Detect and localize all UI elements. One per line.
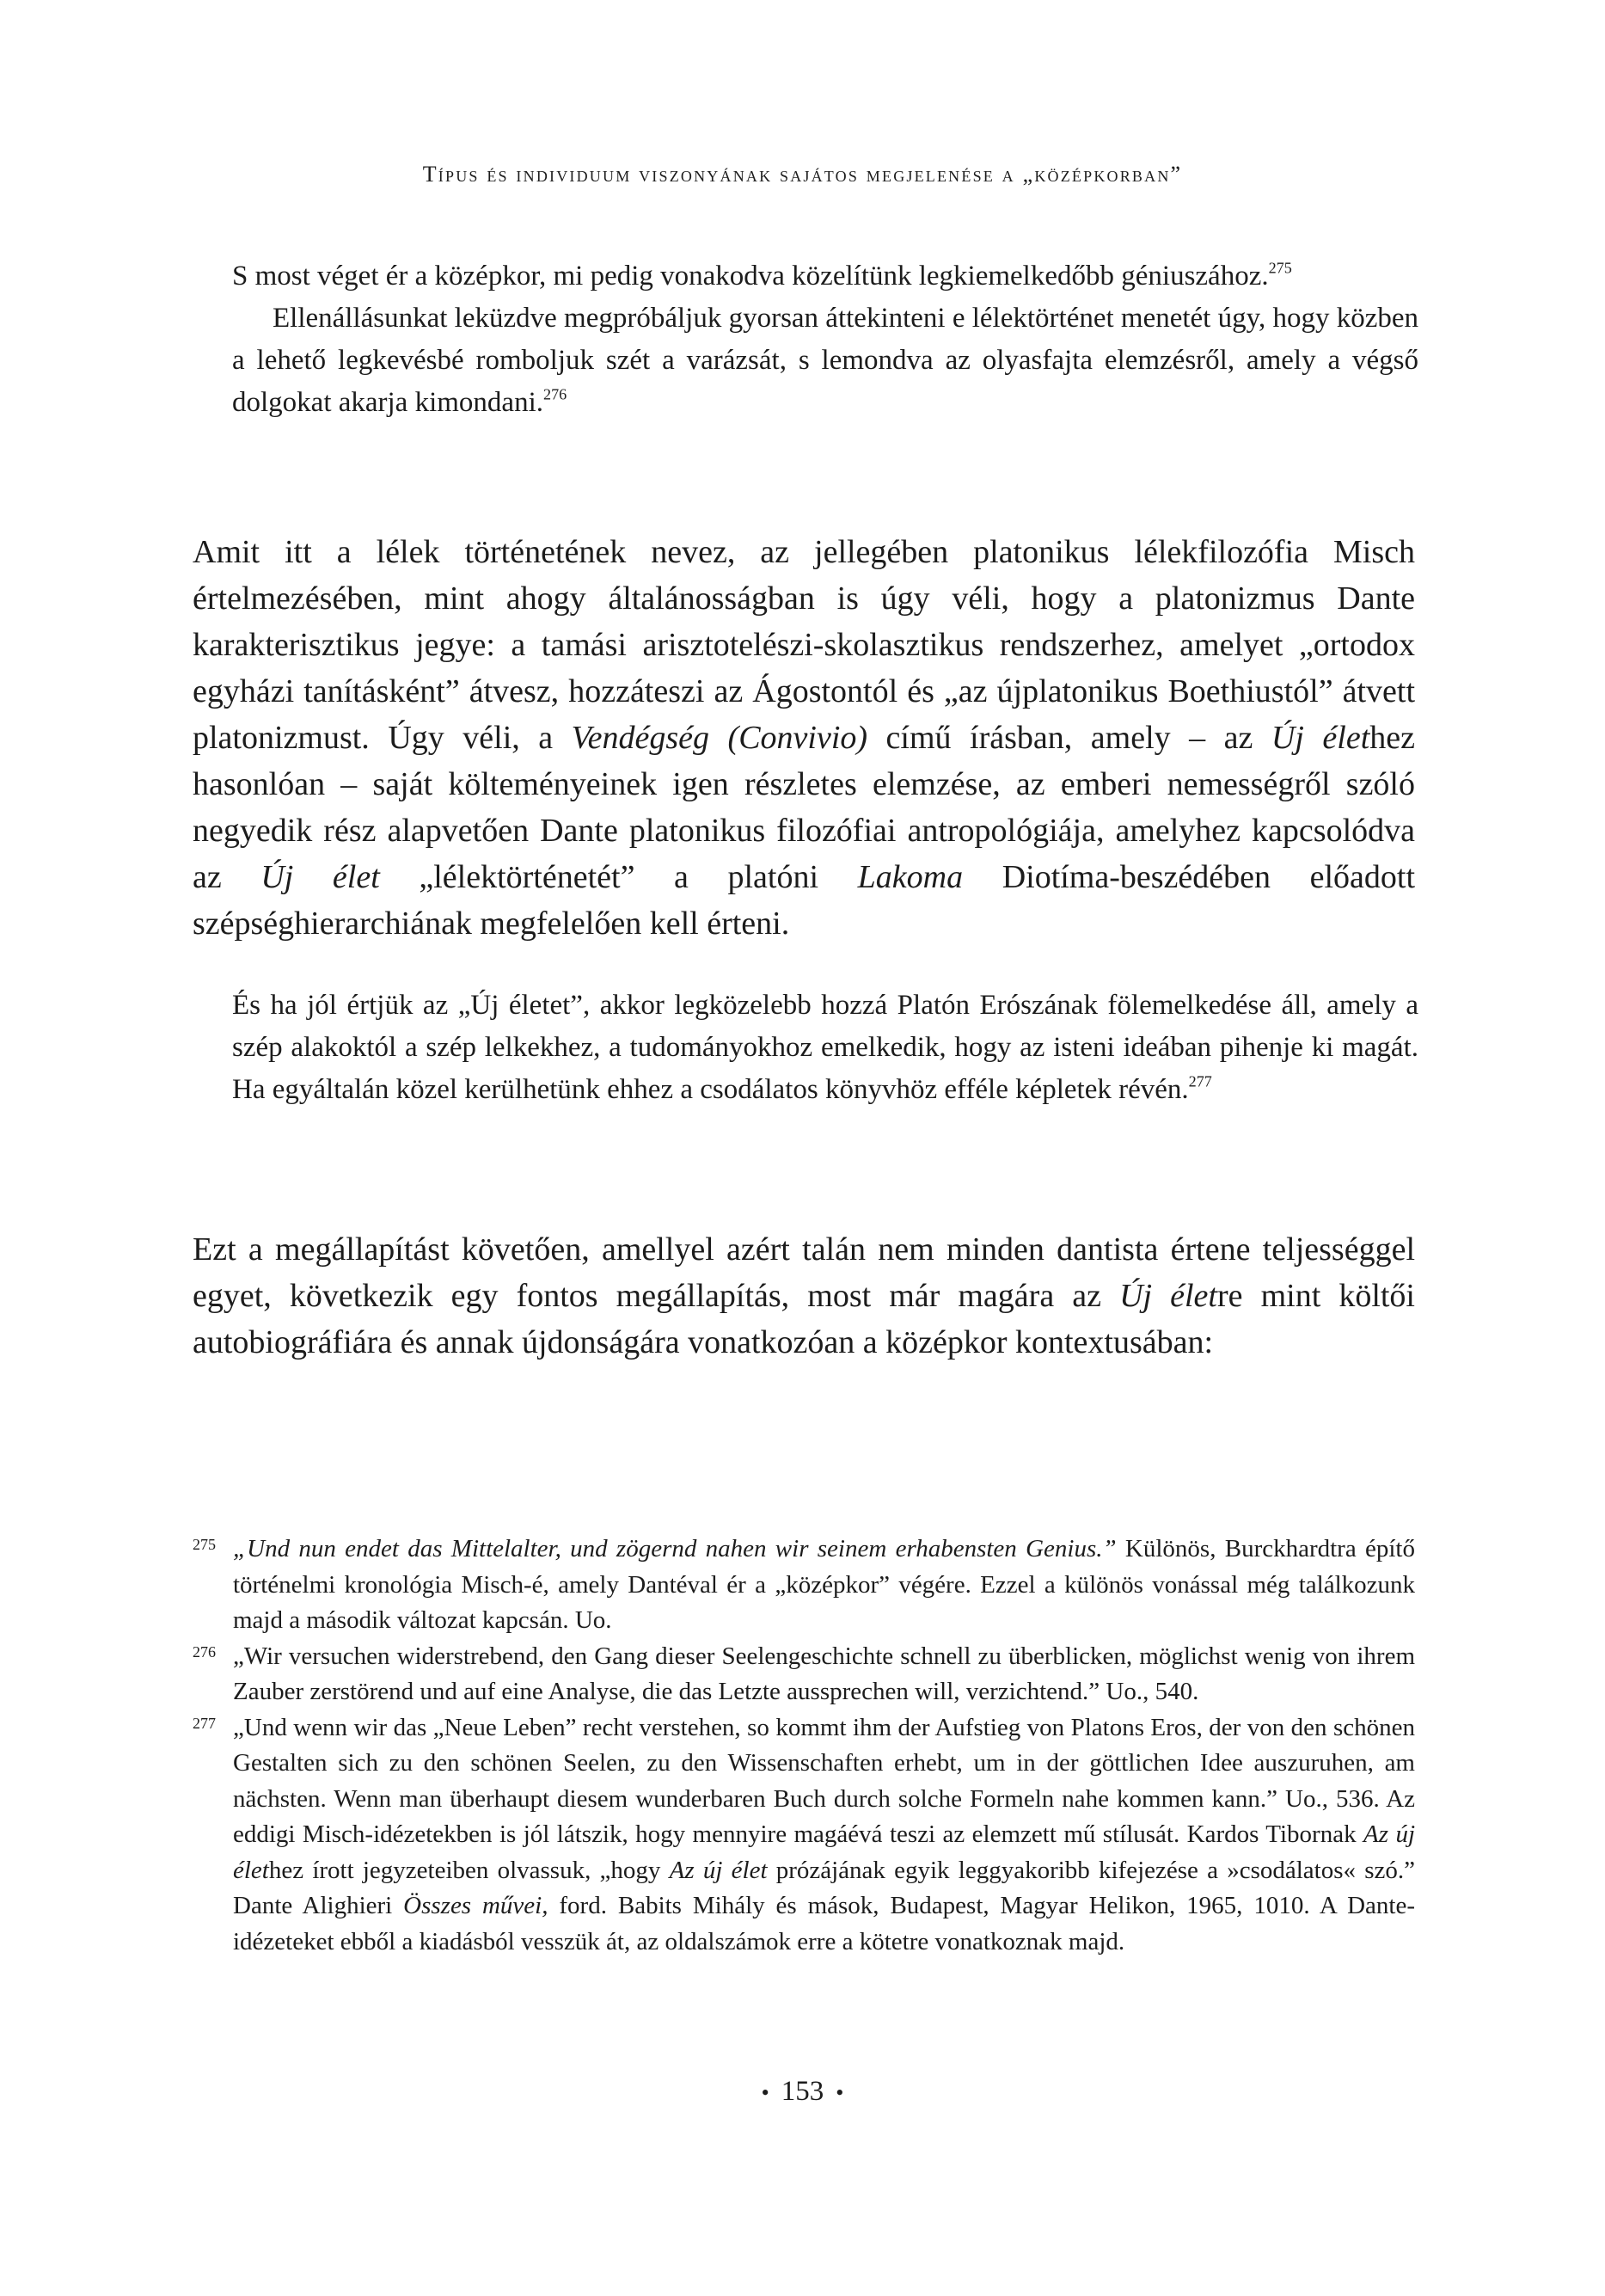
footnote-277 bbox=[193, 1710, 1415, 1961]
book-title-italic: Lakoma bbox=[857, 859, 964, 895]
footnote-ref-277[interactable]: 277 bbox=[1188, 1072, 1212, 1090]
body-text: re mint költői autobiográfiára és annak újdonságára vonatkozóan a középkor kontextusában: bbox=[193, 1278, 1415, 1360]
body-text: „lélektörténetét” a platóni bbox=[379, 859, 858, 895]
footnote-quote-italic: „Und nun endet das Mittelalter, und zögernd nahen wir seinem erhabensten Genius.” bbox=[233, 1535, 1117, 1562]
footnote-276 bbox=[193, 1639, 1415, 1710]
footnote-number: 277 bbox=[193, 1714, 216, 1732]
running-head: Típus és individuum viszonyának sajátos megjelenése a „középkorban” bbox=[422, 162, 1183, 187]
book-title-italic: Új élet bbox=[1119, 1278, 1217, 1314]
block-quote-misch-1 bbox=[232, 255, 1418, 424]
body-paragraph-1 bbox=[193, 529, 1415, 947]
quote-paragraph bbox=[232, 255, 1418, 298]
body-text: című írásban, amely – az bbox=[867, 720, 1271, 756]
block-quote-misch-2 bbox=[232, 985, 1418, 1111]
page-number bbox=[0, 2076, 1605, 2108]
body-text: Amit itt a lélek történetének nevez, az jellegében platonikus lélekfilozófia Misch értelmezésében, mint ahogy általánosságban is úgy véli, hogy a platonizmus Dante karakterisztikus jegye: a tamási arisztotelészi-skolasztikus rendszerhez, amelyet „ortodox egyházi tanításként” átvesz, hozzáteszi az Ágostontól és „az újplatonikus Boethiustól” átvett platonizmust. Úgy véli, a bbox=[193, 534, 1415, 756]
quote-text: S most véget ér a középkor, mi pedig vonakodva közelítünk legkiemelkedőbb géniuszához. bbox=[232, 261, 1269, 292]
footnotes bbox=[193, 1532, 1415, 1960]
quote-text: Ellenállásunkat leküzdve megpróbáljuk gyorsan áttekinteni e lélektörténet menetét úgy, hogy közben a lehető legkevésbé romboljuk szét a varázsát, s lemondva az olyasfajta elemzésről, amely a végső dolgokat akarja kimondani. bbox=[232, 303, 1419, 418]
body-text: Ezt a megállapítást követően, amellyel azért talán nem minden dantista értene teljességgel egyet, következik egy fontos megállapítás, most már magára az bbox=[193, 1231, 1415, 1314]
footnote-ref-275[interactable]: 275 bbox=[1268, 259, 1292, 277]
footnote-number: 276 bbox=[193, 1642, 216, 1661]
quote-paragraph bbox=[232, 298, 1418, 424]
bullet-ornament-left: • bbox=[761, 2080, 769, 2105]
page-number-value: 153 bbox=[781, 2076, 824, 2107]
footnote-275 bbox=[193, 1532, 1415, 1639]
book-title-italic: Az új élet bbox=[669, 1856, 768, 1884]
body-paragraph-2 bbox=[193, 1226, 1415, 1366]
book-title-italic: Új élet bbox=[260, 859, 380, 895]
footnote-text: „Wir versuchen widerstrebend, den Gang dieser Seelengeschichte schnell zu überblicken, möglichst wenig von ihrem Zauber zerstörend und auf eine Analyse, die das Letzte aussprechen will, verzichtend.” Uo., 540. bbox=[233, 1642, 1415, 1705]
book-title-italic: Új élet bbox=[1271, 720, 1370, 756]
footnote-text: ford. Babits Mihály és mások, Budapest, Magyar Helikon, 1965, 1010. A Dante-idézeteket ebből a kiadásból vesszük át, az oldalszámok erre a kötetre vonatkoznak majd. bbox=[233, 1892, 1416, 1955]
body-text: hez hasonlóan – saját költeményeinek igen részletes elemzése, az emberi nemességről szóló negyedik rész alapvetően Dante platonikus filozófiai antropológiája, amelyhez kapcsolódva az bbox=[193, 720, 1415, 895]
book-title-italic: Összes művei, bbox=[403, 1892, 548, 1919]
book-title-italic: Vendégség (Convivio) bbox=[571, 720, 868, 756]
footnote-number: 275 bbox=[193, 1536, 216, 1553]
footnote-text: hez írott jegyzeteiben olvassuk, „hogy bbox=[268, 1856, 670, 1884]
footnote-ref-276[interactable]: 276 bbox=[543, 385, 567, 403]
bullet-ornament-right: • bbox=[836, 2080, 844, 2105]
footnote-text: „Und wenn wir das „Neue Leben” recht verstehen, so kommt ihm der Aufstieg von Platons Eros, der von den schönen Gestalten sich zu den schönen Seelen, zu den Wissenschaften erhebt, um in der göttlichen Idee auszuruhen, am nächsten. Wenn man überhaupt diesem wunderbaren Buch durch solche Formeln nahe kommen kann.” Uo., 536. Az eddigi Misch-idézetekben is jól látszik, hogy mennyire magáévá teszi az elemzett mű stílusát. Kardos Tibornak bbox=[233, 1713, 1415, 1848]
body-text: Diotíma-beszédében előadott szépséghierarchiának megfelelően kell érteni. bbox=[193, 859, 1416, 942]
book-title-italic: Az új élet bbox=[233, 1820, 1415, 1884]
footnote-text: prózájának egyik leggyakoribb kifejezése a »csodálatos« szó.” Dante Alighieri bbox=[233, 1856, 1415, 1919]
quote-text: És ha jól értjük az „Új életet”, akkor legközelebb hozzá Platón Erószának fölemelkedése áll, amely a szép alakoktól a szép lelkekhez, a tudományokhoz emelkedik, hogy az isteni ideában pihenje ki magát. Ha egyáltalán közel kerülhetünk ehhez a csodálatos könyvhöz efféle képletek révén. bbox=[232, 990, 1418, 1105]
footnote-text: Különös, Burckhardtra építő történelmi kronológia Misch-é, amely Dantéval ér a „középkor” végére. Ezzel a különös vonással még találkozunk majd a második változat kapcsán. Uo. bbox=[233, 1535, 1415, 1634]
